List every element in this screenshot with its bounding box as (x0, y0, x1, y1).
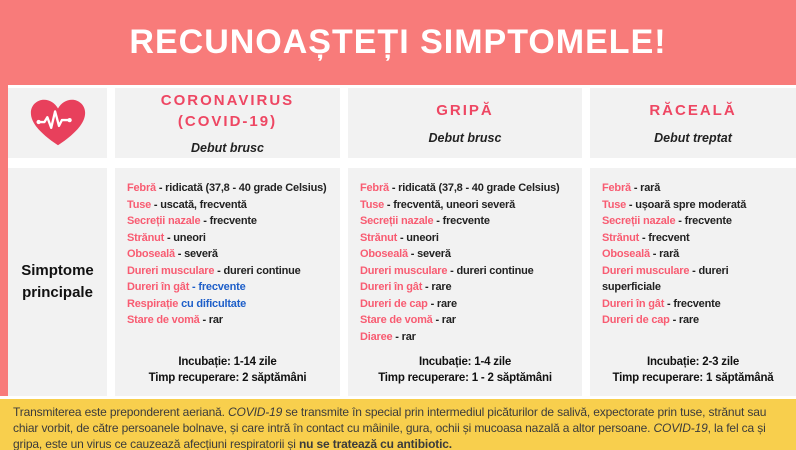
symptoms-cell-coronavirus (115, 168, 340, 396)
symptom-row (602, 180, 784, 197)
symptom-label: Oboseală (602, 248, 650, 260)
symptom-desc: - rar (202, 314, 223, 326)
note-segment: COVID-19 (653, 420, 708, 435)
incubation-text: Incubație: 2-3 zile (646, 355, 740, 368)
symptom-label: Oboseală (360, 248, 408, 260)
onset-label-raceala: Debut treptat (654, 130, 732, 145)
symptom-label: Dureri în gât (360, 281, 423, 293)
onset-label-gripa: Debut brusc (428, 130, 502, 145)
symptom-desc: cu dificultate (181, 297, 247, 310)
row-label-cell (8, 168, 107, 396)
incubation-text: Incubație: 1-14 zile (178, 355, 277, 368)
symptom-desc: - frecvente (436, 215, 490, 227)
symptom-label: Febră (360, 182, 389, 194)
symptom-label: Febră (602, 182, 631, 194)
symptom-row (602, 197, 784, 214)
symptom-desc: - frecvente (203, 215, 257, 227)
recovery-text: Timp recuperare: 1 - 2 săptămâni (378, 371, 552, 384)
symptom-label: Secreții nazale (602, 215, 676, 227)
symptom-label: Dureri de cap (360, 297, 428, 310)
symptom-desc: - rară (633, 182, 661, 194)
symptom-desc: - rare (430, 297, 457, 310)
symptom-desc: - uscată, frecventă (153, 198, 247, 211)
symptom-label: Strănut (360, 231, 398, 244)
symptom-desc: - dureri continue (217, 264, 301, 277)
symptom-label: Dureri în gât (127, 281, 190, 293)
symptom-row (360, 230, 570, 247)
column-title-coronavirus: CORONAVIRUS (COVID-19) (160, 92, 295, 130)
symptom-row (127, 213, 328, 230)
symptom-label: Stare de vomă (360, 314, 433, 326)
symptom-comparison-table (0, 85, 796, 396)
symptom-row (602, 312, 784, 329)
symptom-row (127, 296, 328, 313)
symptom-desc: - frecventă, uneori severă (386, 198, 516, 211)
symptom-row (127, 180, 328, 197)
symptom-row (127, 197, 328, 214)
symptom-desc: - rare (425, 281, 452, 293)
recovery-text: Timp recuperare: 1 săptămână (612, 371, 774, 384)
symptom-desc: - frecvent (641, 231, 690, 244)
symptoms-cell-raceala (590, 168, 796, 396)
symptom-label: Diaree (360, 330, 393, 343)
symptom-label: Tuse (127, 198, 152, 211)
transmission-note (0, 399, 796, 450)
note-segment: Transmiterea este preponderent aeriană. (13, 405, 229, 419)
symptom-row (360, 312, 570, 329)
symptom-desc: - rară (652, 248, 680, 260)
symptom-desc: - rare (672, 314, 699, 326)
note-segment: COVID-19 (228, 405, 283, 419)
symptom-label: Secreții nazale (127, 215, 201, 227)
symptom-list-raceala (602, 180, 784, 329)
symptom-label: Dureri de cap (602, 314, 670, 326)
symptom-row (360, 197, 570, 214)
note-segment: nu se tratează cu antibiotic. (298, 436, 452, 450)
symptom-desc: - dureri continue (450, 264, 534, 277)
symptom-desc: - frecvente (678, 215, 732, 227)
symptom-label: Respirație (127, 297, 179, 310)
column-header-gripa (348, 88, 582, 158)
symptom-desc: - rar (435, 314, 456, 326)
symptom-desc: - rar (395, 330, 416, 343)
symptom-row (360, 279, 570, 296)
heart-icon-cell (8, 88, 107, 158)
row-label: Simptome principale (21, 262, 94, 301)
symptom-row (127, 263, 328, 280)
symptom-row (360, 246, 570, 263)
page-title: RECUNOAȘTEȚI SIMPTOMELE! (129, 23, 667, 61)
note-segment: se transmite în special prin intermediul picăturilor de salivă, expectorate prin tuse, strănut sau chiar vorbit, de către persoanele bolnave, și care intră în contact cu mâinile, gura, ochii și mucoasa nazală a altor persoane. (13, 405, 767, 435)
symptom-label: Strănut (127, 231, 165, 244)
table-grid (8, 88, 796, 396)
symptom-row (127, 230, 328, 247)
symptom-list-gripa (360, 180, 570, 345)
symptom-label: Dureri musculare (127, 264, 215, 277)
title-banner (0, 0, 796, 85)
symptom-list-coronavirus (127, 180, 328, 329)
symptom-desc: - frecvente (192, 281, 246, 293)
symptom-desc: - ridicată (37,8 - 40 grade Celsius) (158, 182, 327, 194)
symptom-row (127, 246, 328, 263)
onset-label-coronavirus: Debut brusc (191, 140, 264, 155)
symptom-desc: - dureri superficiale (602, 264, 729, 293)
symptom-label: Dureri în gât (602, 297, 665, 310)
symptom-row (360, 213, 570, 230)
symptom-desc: - severă (410, 248, 451, 260)
symptoms-cell-gripa (348, 168, 582, 396)
column-title-gripa: GRIPĂ (436, 102, 494, 120)
symptom-row (602, 230, 784, 247)
column-header-raceala (590, 88, 796, 158)
symptom-row (602, 246, 784, 263)
heart-pulse-icon (27, 96, 89, 150)
symptom-desc: - uneori (399, 231, 439, 244)
column-title-raceala: RĂCEALĂ (649, 102, 737, 120)
symptom-label: Stare de vomă (127, 314, 200, 326)
symptom-row (360, 180, 570, 197)
duration-info-raceala (602, 348, 784, 386)
symptom-label: Tuse (360, 198, 385, 211)
recovery-text: Timp recuperare: 2 săptămâni (148, 371, 307, 384)
symptom-row (602, 263, 784, 296)
transmission-note-text (13, 405, 783, 450)
symptom-desc: - uneori (166, 231, 206, 244)
symptom-row (602, 213, 784, 230)
symptom-label: Febră (127, 182, 156, 194)
symptom-label: Dureri musculare (360, 264, 448, 277)
symptom-row (602, 296, 784, 313)
duration-info-coronavirus (127, 348, 328, 386)
symptom-label: Secreții nazale (360, 215, 434, 227)
duration-info-gripa (360, 348, 570, 386)
column-header-coronavirus (115, 88, 340, 158)
symptom-row (127, 279, 328, 296)
symptom-label: Tuse (602, 198, 627, 211)
symptom-desc: - severă (177, 248, 218, 260)
symptom-label: Dureri musculare (602, 264, 690, 277)
symptom-row (127, 312, 328, 329)
incubation-text: Incubație: 1-4 zile (418, 355, 512, 368)
note-segment: , la fel ca și gripa, este un virus ce cauzează afecțiuni respiratorii și (13, 420, 766, 450)
symptom-label: Oboseală (127, 248, 175, 260)
symptom-label: Strănut (602, 231, 640, 244)
symptom-row (360, 296, 570, 313)
symptom-row (360, 263, 570, 280)
symptom-desc: - ridicată (37,8 - 40 grade Celsius) (391, 182, 560, 194)
symptom-row (360, 329, 570, 346)
symptom-desc: - frecvente (667, 297, 721, 310)
symptom-desc: - ușoară spre moderată (628, 198, 747, 211)
